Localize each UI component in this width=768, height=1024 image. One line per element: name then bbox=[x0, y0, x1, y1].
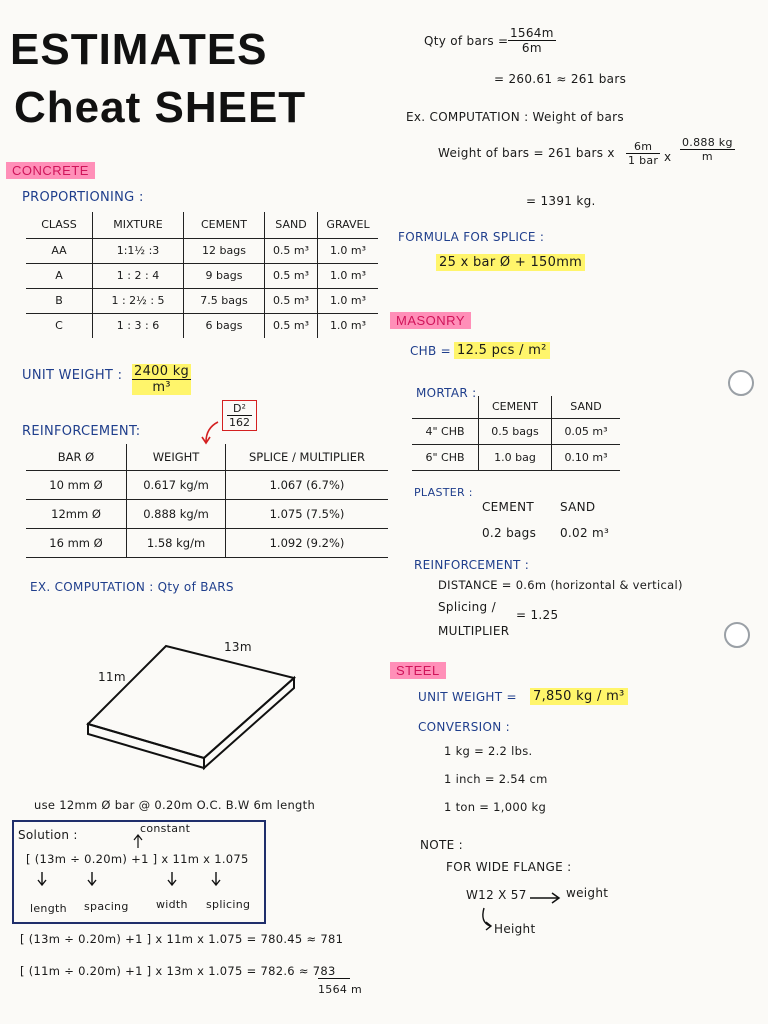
steel-unit-weight-value: 7,850 kg / m³ bbox=[530, 688, 628, 705]
conversion-item: 1 inch = 2.54 cm bbox=[444, 772, 548, 786]
masonry-reinf-label: REINFORCEMENT : bbox=[414, 558, 530, 572]
table-cell: 1.0 m³ bbox=[318, 263, 379, 288]
plaster-value-cement: 0.2 bags bbox=[482, 526, 537, 540]
table-cell: 6 bags bbox=[184, 313, 265, 338]
table-header: CLASS bbox=[26, 212, 93, 238]
weight-calc-fraction-1 bbox=[626, 140, 660, 167]
solution-label: Solution : bbox=[18, 828, 78, 842]
table-cell: A bbox=[26, 263, 93, 288]
slab-width-label: 11m bbox=[98, 670, 126, 684]
table-cell: 16 mm Ø bbox=[26, 528, 127, 557]
table-header: SAND bbox=[265, 212, 318, 238]
weight-calc-fraction-2 bbox=[680, 136, 735, 163]
table-header: SAND bbox=[552, 396, 621, 418]
weight-arrow bbox=[528, 890, 568, 906]
table-cell: 6" CHB bbox=[412, 444, 479, 470]
table-cell: 1 : 2 : 4 bbox=[93, 263, 184, 288]
total-rule bbox=[318, 978, 350, 979]
masonry-heading: MASONRY bbox=[390, 312, 471, 329]
weight-calc-result: = 1391 kg. bbox=[526, 194, 596, 208]
formula-part-width: width bbox=[156, 898, 188, 911]
formula-num: D² bbox=[227, 402, 252, 416]
table-cell: 1.0 m³ bbox=[318, 313, 379, 338]
chb-value: 12.5 pcs / m² bbox=[454, 342, 550, 359]
table-header: SPLICE / MULTIPLIER bbox=[226, 444, 389, 470]
example-heading: EX. COMPUTATION : Qty of BARS bbox=[30, 580, 234, 594]
table-cell: 1 : 3 : 6 bbox=[93, 313, 184, 338]
table-header: CEMENT bbox=[184, 212, 265, 238]
bar-weight-formula-box bbox=[222, 400, 257, 431]
unit-weight-den: m³ bbox=[132, 380, 191, 395]
formula-arrows bbox=[20, 870, 260, 890]
table-cell: 7.5 bags bbox=[184, 288, 265, 313]
table-cell: B bbox=[26, 288, 93, 313]
table-row bbox=[26, 288, 378, 313]
fraction-den: m bbox=[701, 150, 713, 163]
table-cell: 1.075 (7.5%) bbox=[226, 499, 389, 528]
qty-bars-den: 6m bbox=[521, 41, 542, 55]
fraction-num: 6m bbox=[626, 140, 660, 154]
unit-weight-value bbox=[132, 364, 191, 395]
title-line-1: ESTIMATES bbox=[10, 25, 268, 74]
example-spec: use 12mm Ø bar @ 0.20m O.C. B.W 6m length bbox=[34, 798, 316, 812]
slab-length-label: 13m bbox=[224, 640, 252, 654]
qty-bars-result: = 260.61 ≈ 261 bars bbox=[494, 72, 627, 86]
plaster-header-cement: CEMENT bbox=[482, 500, 535, 514]
table-row bbox=[26, 470, 388, 499]
weight-calc-bars: 261 bars x bbox=[548, 146, 615, 160]
table-cell: 1.58 kg/m bbox=[127, 528, 226, 557]
unit-weight-num: 2400 kg bbox=[134, 364, 190, 379]
table-cell: 1:1½ :3 bbox=[93, 238, 184, 263]
table-header bbox=[412, 396, 479, 418]
binder-hole bbox=[728, 370, 754, 396]
table-cell: 4" CHB bbox=[412, 418, 479, 444]
multiplier-label: MULTIPLIER bbox=[438, 624, 510, 638]
solution-formula: [ (13m ÷ 0.20m) +1 ] x 11m x 1.075 bbox=[26, 852, 249, 866]
wide-flange-weight-label: weight bbox=[566, 886, 609, 900]
qty-bars-fraction bbox=[508, 26, 556, 55]
weight-calc-heading: Ex. COMPUTATION : Weight of bars bbox=[406, 110, 624, 124]
table-row bbox=[26, 528, 388, 557]
fraction-num: 0.888 kg bbox=[682, 136, 733, 149]
table-cell: C bbox=[26, 313, 93, 338]
wide-flange-label: FOR WIDE FLANGE : bbox=[446, 860, 572, 874]
mortar-table bbox=[412, 396, 620, 471]
conversion-item: 1 kg = 2.2 lbs. bbox=[444, 744, 533, 758]
splicing-value: = 1.25 bbox=[516, 608, 559, 622]
calc-total: 1564 m bbox=[318, 983, 363, 996]
concrete-heading: CONCRETE bbox=[6, 162, 95, 179]
note-label: NOTE : bbox=[420, 838, 463, 852]
fraction-den: 1 bar bbox=[628, 154, 659, 167]
unit-weight-label: UNIT WEIGHT : bbox=[22, 368, 123, 383]
table-cell: 1.0 bag bbox=[479, 444, 552, 470]
formula-part-length: length bbox=[30, 902, 67, 915]
slab-diagram bbox=[80, 640, 320, 780]
table-cell: 0.05 m³ bbox=[552, 418, 621, 444]
conversion-item: 1 ton = 1,000 kg bbox=[444, 800, 547, 814]
table-cell: 12 bags bbox=[184, 238, 265, 263]
title-line-2: Cheat SHEET bbox=[14, 83, 307, 132]
table-row bbox=[412, 418, 620, 444]
wide-flange-example: W12 X 57 bbox=[466, 888, 527, 902]
table-cell: 10 mm Ø bbox=[26, 470, 127, 499]
table-header: BAR Ø bbox=[26, 444, 127, 470]
binder-hole bbox=[724, 622, 750, 648]
table-cell: AA bbox=[26, 238, 93, 263]
qty-bars-num: 1564m bbox=[510, 26, 554, 40]
plaster-header-sand: SAND bbox=[560, 500, 596, 514]
table-cell: 0.888 kg/m bbox=[127, 499, 226, 528]
table-header: WEIGHT bbox=[127, 444, 226, 470]
table-cell: 0.5 m³ bbox=[265, 313, 318, 338]
steel-heading: STEEL bbox=[390, 662, 446, 679]
weight-calc-times: x bbox=[664, 150, 672, 164]
qty-bars-label: Qty of bars = bbox=[424, 34, 509, 48]
table-cell: 9 bags bbox=[184, 263, 265, 288]
table-cell: 0.617 kg/m bbox=[127, 470, 226, 499]
formula-den: 162 bbox=[229, 416, 250, 429]
constant-label: constant bbox=[140, 822, 191, 835]
concrete-proportion-table bbox=[26, 212, 378, 338]
table-cell: 0.10 m³ bbox=[552, 444, 621, 470]
table-row bbox=[26, 499, 388, 528]
steel-unit-weight-label: UNIT WEIGHT = bbox=[418, 690, 517, 704]
table-cell: 1.0 m³ bbox=[318, 288, 379, 313]
table-cell: 0.5 bags bbox=[479, 418, 552, 444]
plaster-label: PLASTER : bbox=[414, 486, 473, 499]
table-cell: 0.5 m³ bbox=[265, 263, 318, 288]
table-row bbox=[412, 444, 620, 470]
splicing-label: Splicing / bbox=[438, 600, 496, 614]
table-cell: 0.5 m³ bbox=[265, 288, 318, 313]
calc-line-1: [ (13m ÷ 0.20m) +1 ] x 11m x 1.075 = 780.45 ≈ 781 bbox=[20, 932, 344, 946]
table-cell: 1.0 m³ bbox=[318, 238, 379, 263]
chb-label: CHB = bbox=[410, 344, 452, 358]
plaster-value-sand: 0.02 m³ bbox=[560, 526, 610, 540]
table-row bbox=[26, 263, 378, 288]
table-cell: 1 : 2½ : 5 bbox=[93, 288, 184, 313]
conversion-label: CONVERSION : bbox=[418, 720, 510, 734]
table-header: CEMENT bbox=[479, 396, 552, 418]
proportioning-label: PROPORTIONING : bbox=[22, 190, 144, 205]
table-header: GRAVEL bbox=[318, 212, 379, 238]
table-cell: 1.092 (9.2%) bbox=[226, 528, 389, 557]
weight-calc-label: Weight of bars = bbox=[438, 146, 544, 160]
table-row bbox=[26, 313, 378, 338]
table-cell: 12mm Ø bbox=[26, 499, 127, 528]
masonry-distance: DISTANCE = 0.6m (horizontal & vertical) bbox=[438, 578, 683, 592]
table-row bbox=[26, 238, 378, 263]
reinforcement-heading: REINFORCEMENT: bbox=[22, 424, 141, 439]
table-header: MIXTURE bbox=[93, 212, 184, 238]
rebar-table bbox=[26, 444, 388, 558]
formula-part-spacing: spacing bbox=[84, 900, 129, 913]
calc-line-2: [ (11m ÷ 0.20m) +1 ] x 13m x 1.075 = 782.6 ≈ 783 bbox=[20, 964, 336, 978]
splice-formula: 25 x bar Ø + 150mm bbox=[436, 254, 585, 271]
wide-flange-height-label: Height bbox=[494, 922, 536, 936]
mortar-label: MORTAR : bbox=[416, 386, 477, 400]
table-cell: 1.067 (6.7%) bbox=[226, 470, 389, 499]
table-cell: 0.5 m³ bbox=[265, 238, 318, 263]
splice-heading: FORMULA FOR SPLICE : bbox=[398, 230, 545, 244]
formula-part-splicing: splicing bbox=[206, 898, 251, 911]
